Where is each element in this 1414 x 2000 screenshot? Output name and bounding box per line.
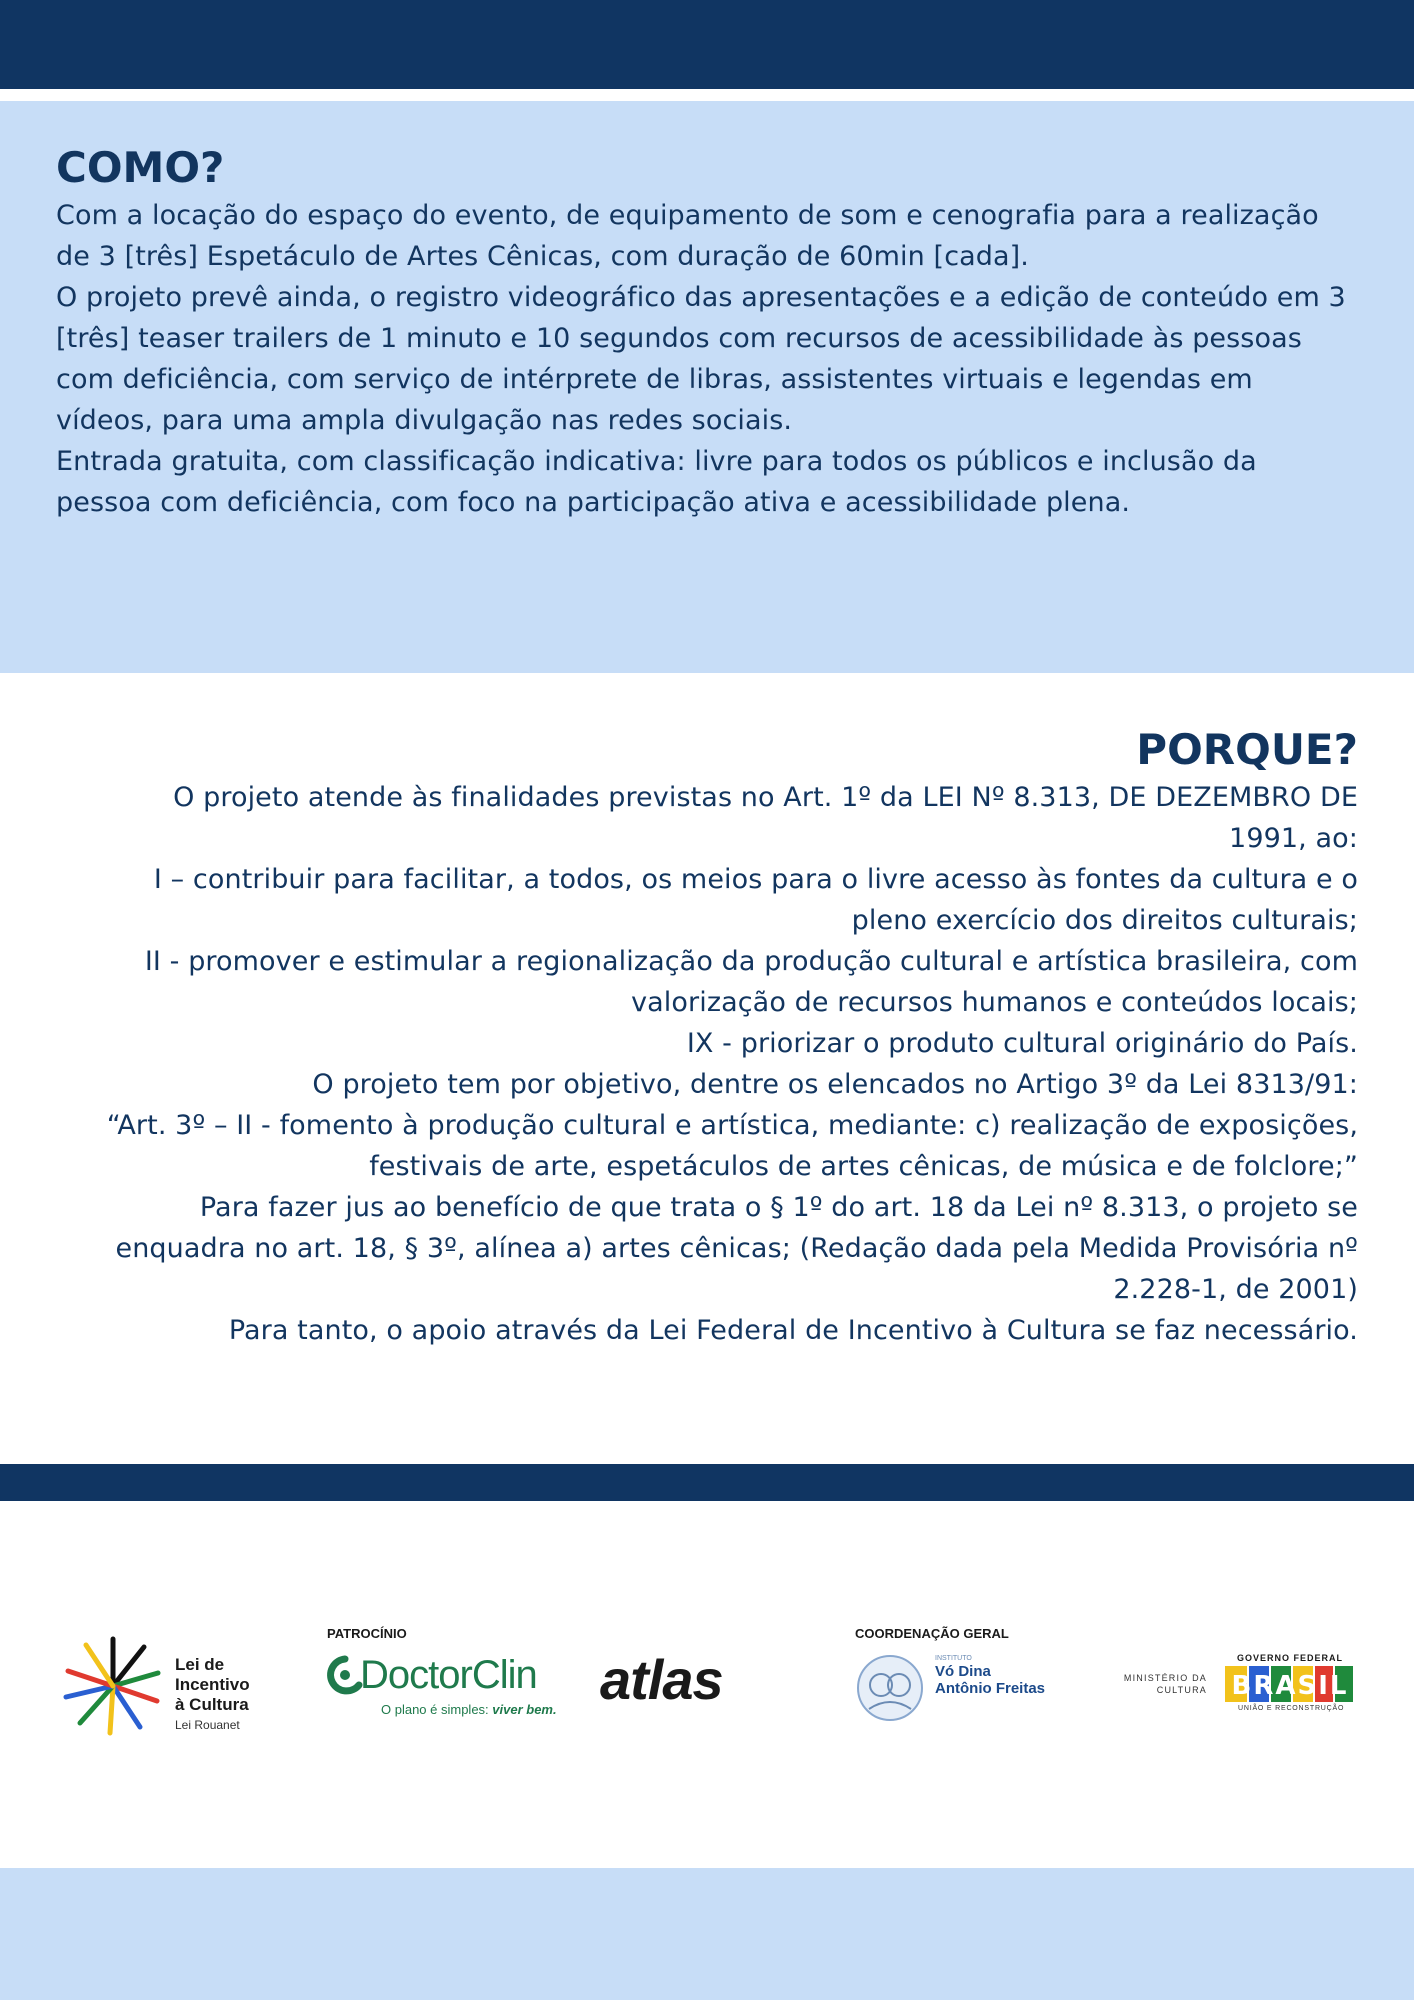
vo-dina-line: Vó Dina	[935, 1663, 991, 1680]
brasil-text: BRASIL	[1231, 1671, 1349, 1701]
top-banner-bar	[0, 0, 1414, 89]
porque-paragraph: I – contribuir para facilitar, a todos, os meios para o livre acesso às fontes da cultura e o pleno exercício dos direitos culturais;	[153, 864, 1358, 936]
uniao-reconstrucao-label: UNIÃO E RECONSTRUÇÃO	[1238, 1705, 1345, 1712]
doctorclin-wordmark: DoctorClin	[360, 1653, 537, 1697]
como-paragraph: Entrada gratuita, com classificação indicativa: livre para todos os públicos e inclusão da pessoa com deficiência, com foco na participação ativa e acessibilidade plena.	[56, 446, 1257, 518]
coordenacao-label: COORDENAÇÃO GERAL	[855, 1626, 1009, 1641]
como-section	[0, 101, 1414, 673]
brasil-wordmark	[1225, 1664, 1355, 1704]
como-title: COMO?	[56, 143, 225, 192]
lei-line: Incentivo	[175, 1675, 250, 1694]
doctorclin-logo-icon	[326, 1655, 364, 1699]
vo-dina-line: Antônio Freitas	[935, 1680, 1046, 1697]
porque-title: PORQUE?	[1136, 725, 1358, 774]
governo-federal-label: GOVERNO FEDERAL	[1237, 1653, 1344, 1663]
vo-dina-text	[935, 1663, 1045, 1697]
lei-incentivo-text	[175, 1655, 250, 1735]
ministerio-line: CULTURA	[1156, 1685, 1207, 1695]
bottom-band	[0, 1868, 1414, 2000]
porque-paragraph: II - promover e estimular a regionalização da produção cultural e artística brasileira, com valorização de recursos humanos e conteúdos locais;	[144, 946, 1358, 1018]
lei-subtitle: Lei Rouanet	[175, 1718, 240, 1732]
porque-paragraph: “Art. 3º – II - fomento à produção cultural e artística, mediante: c) realização de exposições, festivais de arte, espetáculos de artes cênicas, de música e de folclore;”	[106, 1110, 1358, 1182]
porque-paragraph: Para tanto, o apoio através da Lei Federal de Incentivo à Cultura se faz necessário.	[228, 1315, 1358, 1346]
doctorclin-tag-bold: viver bem.	[492, 1702, 557, 1717]
atlas-logo: atlas	[600, 1648, 723, 1711]
lei-incentivo-logo-icon	[60, 1633, 166, 1739]
lei-line: Lei de	[175, 1655, 225, 1674]
porque-paragraph: O projeto tem por objetivo, dentre os elencados no Artigo 3º da Lei 8313/91:	[312, 1069, 1358, 1100]
porque-paragraph: IX - priorizar o produto cultural originário do País.	[686, 1028, 1358, 1059]
porque-paragraph: O projeto atende às finalidades previstas no Art. 1º da LEI Nº 8.313, DE DEZEMBRO DE 1991, ao:	[173, 782, 1358, 854]
porque-section	[0, 723, 1414, 1351]
vo-dina-prefix: INSTITUTO	[935, 1655, 972, 1662]
ministerio-line: MINISTÉRIO DA	[1123, 1673, 1207, 1683]
divider-bar	[0, 1464, 1414, 1501]
ministerio-cultura-text	[1117, 1672, 1207, 1696]
como-paragraph: Com a locação do espaço do evento, de equipamento de som e cenografia para a realização de 3 [três] Espetáculo de Artes Cênicas, com duração de 60min [cada].	[56, 200, 1319, 272]
como-paragraph: O projeto prevê ainda, o registro videográfico das apresentações e a edição de conteúdo em 3 [três] teaser trailers de 1 minuto e 10 segundos com recursos de acessibilidade às pessoas com deficiência, com serviço de intérprete de libras, assistentes virtuais e legendas em vídeos, para uma ampla divulgação nas redes sociais.	[56, 282, 1346, 436]
patrocinio-label: PATROCÍNIO	[327, 1626, 407, 1641]
vo-dina-emblem-icon	[855, 1653, 925, 1723]
porque-paragraph: Para fazer jus ao benefício de que trata o § 1º do art. 18 da Lei nº 8.313, o projeto se enquadra no art. 18, § 3º, alínea a) artes cênicas; (Redação dada pela Medida Provisória nº 2.228-1, de 2001)	[115, 1192, 1358, 1305]
lei-line: à Cultura	[175, 1695, 249, 1714]
doctorclin-tagline	[381, 1702, 557, 1717]
doctorclin-tag-text: O plano é simples:	[381, 1702, 493, 1717]
